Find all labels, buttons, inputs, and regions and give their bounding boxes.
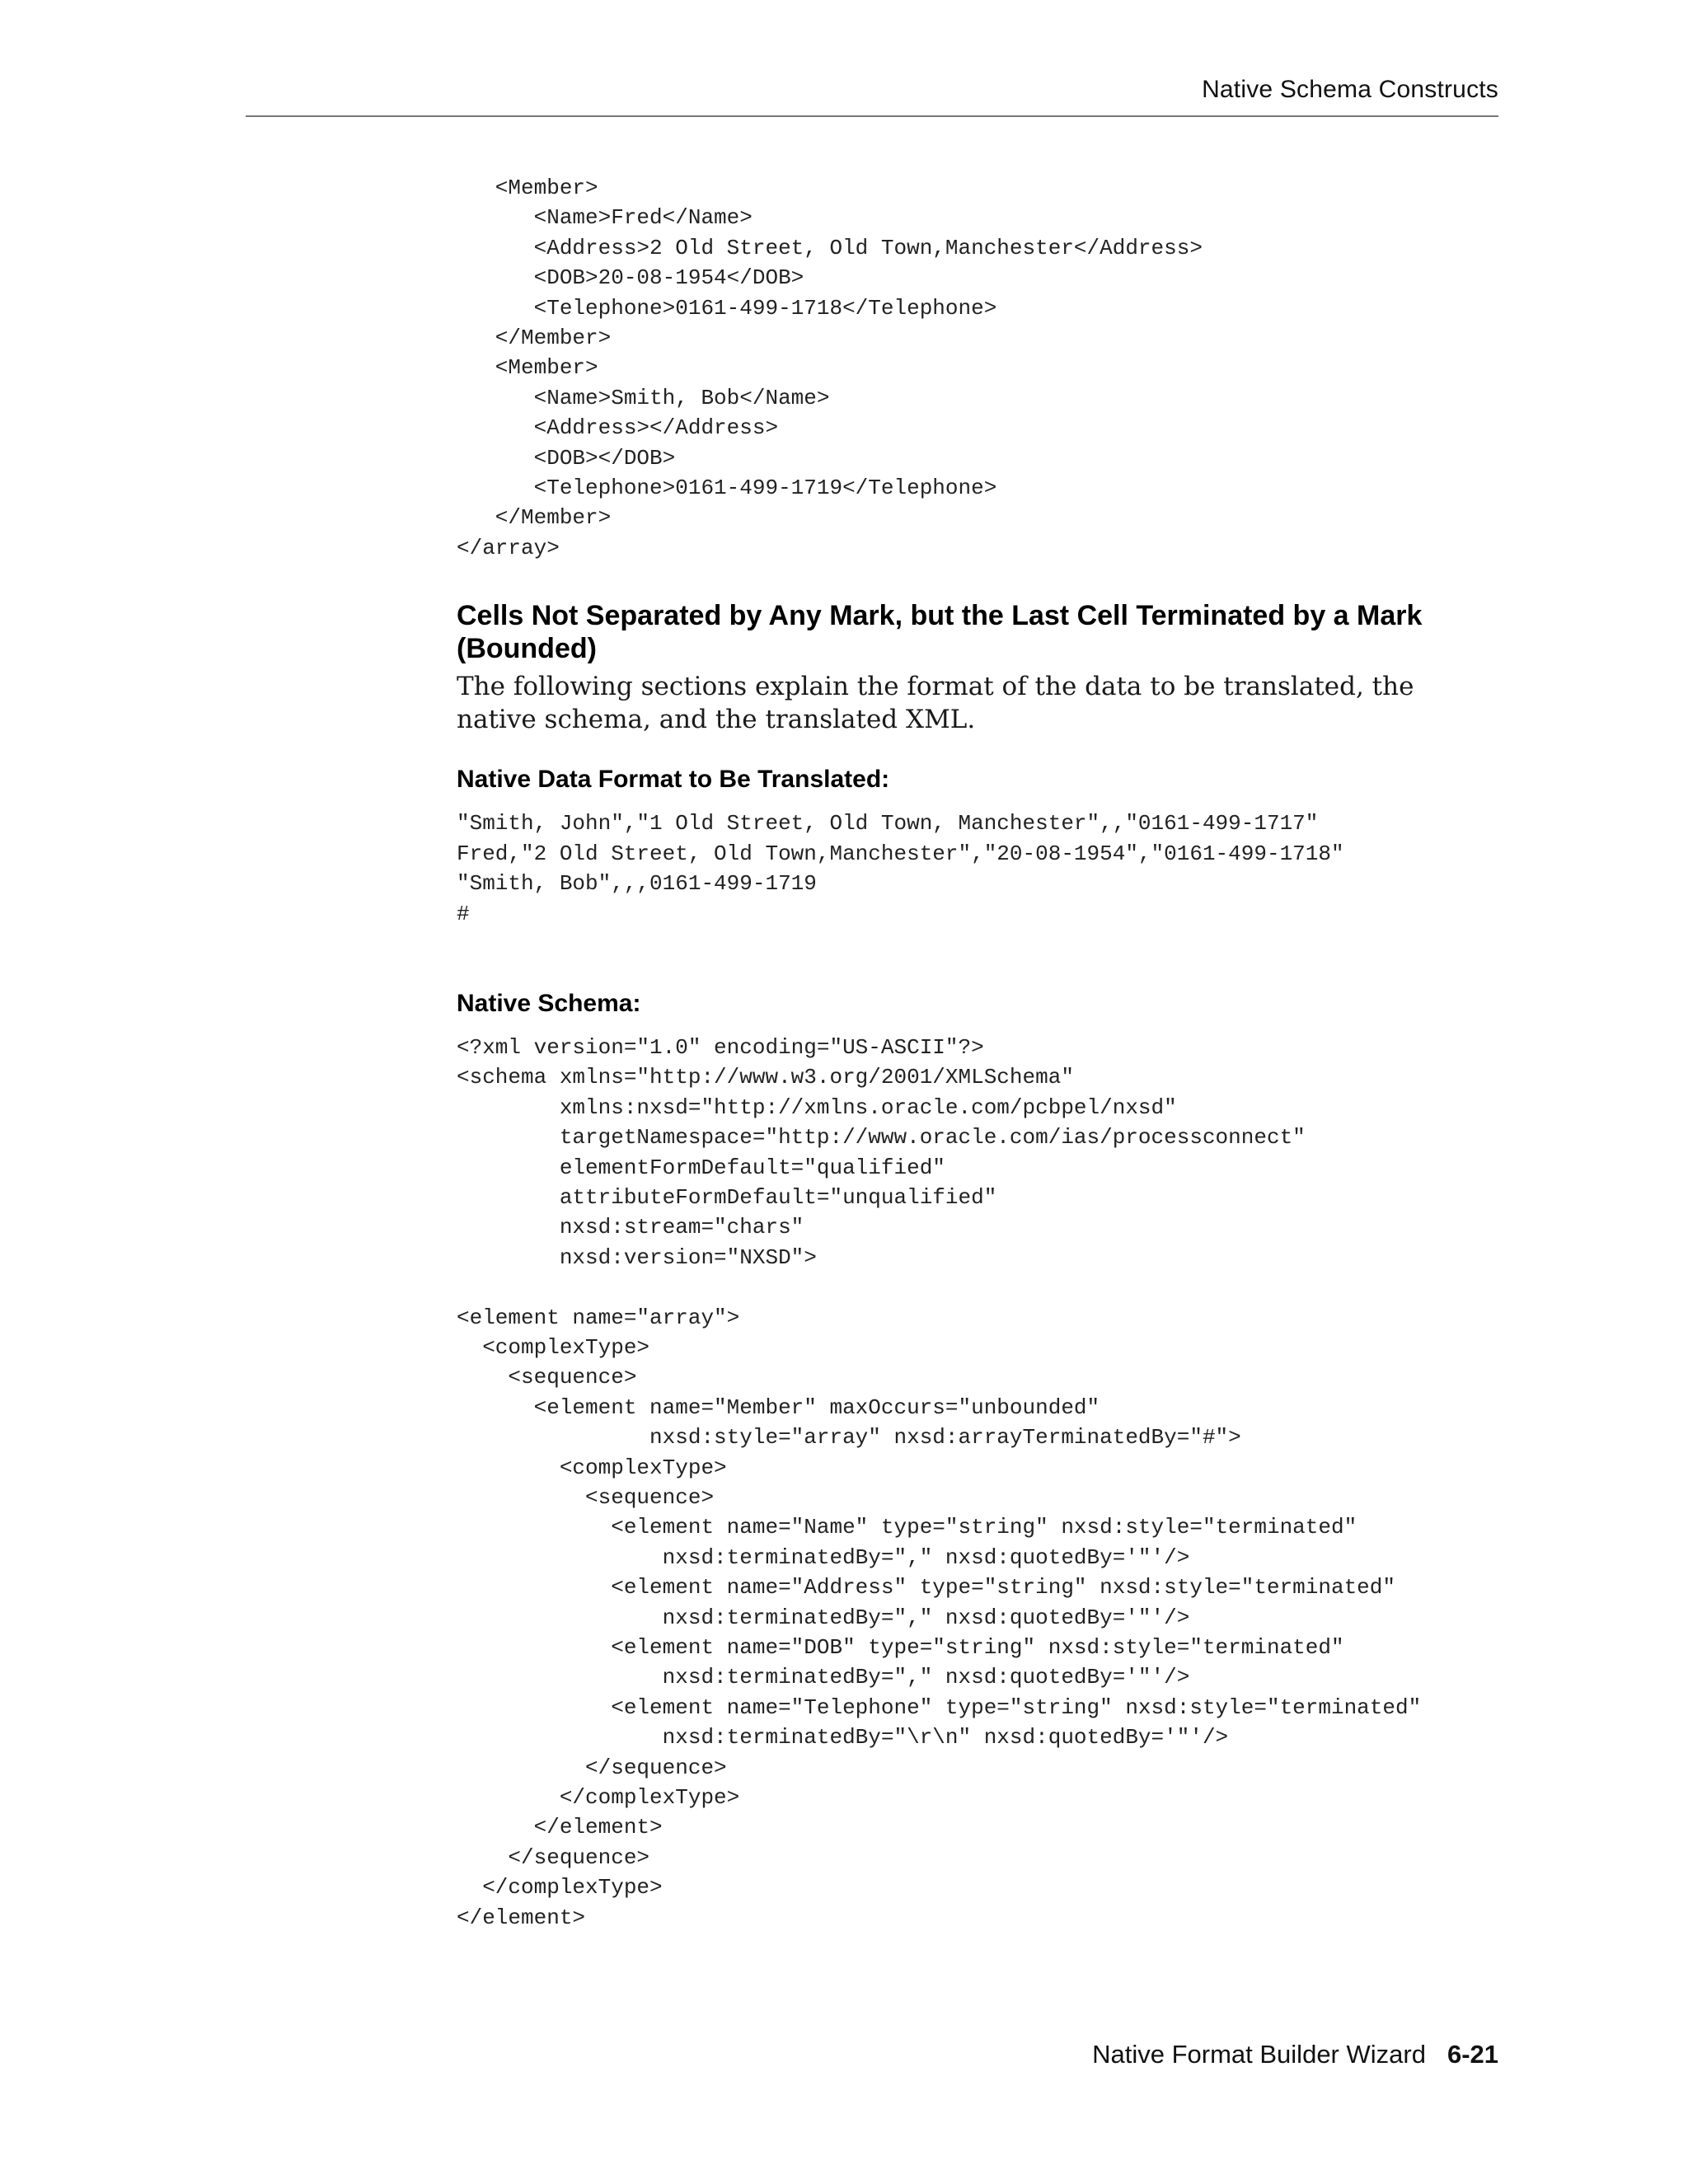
running-header-title: Native Schema Constructs <box>1202 76 1498 103</box>
native-schema-heading: Native Schema: <box>457 989 641 1017</box>
section-intro-paragraph: The following sections explain the format of the data to be translated, the native schema, and the translated XML. <box>457 672 1414 735</box>
footer-book-title: Native Format Builder Wizard <box>1092 2040 1426 2069</box>
running-footer <box>1092 2040 1498 2069</box>
code-block-continuation: <Member> <Name>Fred</Name> <Address>2 Old Street, Old Town,Manchester</Address> <DOB>20-08-1954</DOB> <Telephone>0161-499-1718</Telephone> </Member> <Member> <Name>Smith, Bob</Name> <Address></Address> <DOB></DOB> <Telephone>0161-499-1719</Telephone> </Member> </array> <box>457 176 1203 560</box>
page-content <box>457 173 1429 1933</box>
footer-page-number: 6-21 <box>1447 2040 1498 2069</box>
native-data-code-block: "Smith, John","1 Old Street, Old Town, Manchester",,"0161-499-1717" Fred,"2 Old Street, Old Town,Manchester","20-08-1954","0161-499-1718" "Smith, Bob",,,0161-499-1719 # <box>457 811 1344 926</box>
section-heading: Cells Not Separated by Any Mark, but the Last Cell Terminated by a Mark (Bounded) <box>457 600 1423 665</box>
native-schema-code-block: <?xml version="1.0" encoding="US-ASCII"?> <schema xmlns="http://www.w3.org/2001/XMLSchema" xmlns:nxsd="http://xmlns.oracle.com/pcbpel/nxsd" targetNamespace="http://www.oracle.com/ias/processconnect" elementFormDefault="qualified" attributeFormDefault="unqualified" nxsd:stream="chars" nxsd:version="NXSD"> <element name="array"> <complexType> <sequence> <element name="Member" maxOccurs="unbounded" nxsd:style="array" nxsd:arrayTerminatedBy="#"> <complexType> <sequence> <element name="Name" type="string" nxsd:style="terminated" nxsd:terminatedBy="," nxsd:quotedBy='"'/> <element name="Address" type="string" nxsd:style="terminated" nxsd:terminatedBy="," nxsd:quotedBy='"'/> <element name="DOB" type="string" nxsd:style="terminated" nxsd:terminatedBy="," nxsd:quotedBy='"'/> <element name="Telephone" type="string" nxsd:style="terminated" nxsd:terminatedBy="\r\n" nxsd:quotedBy='"'/> </sequence> </complexType> </element> </sequence> </complexType> </element> <box>457 1034 1422 1930</box>
running-header <box>246 69 1498 117</box>
native-data-heading: Native Data Format to Be Translated: <box>457 766 890 794</box>
